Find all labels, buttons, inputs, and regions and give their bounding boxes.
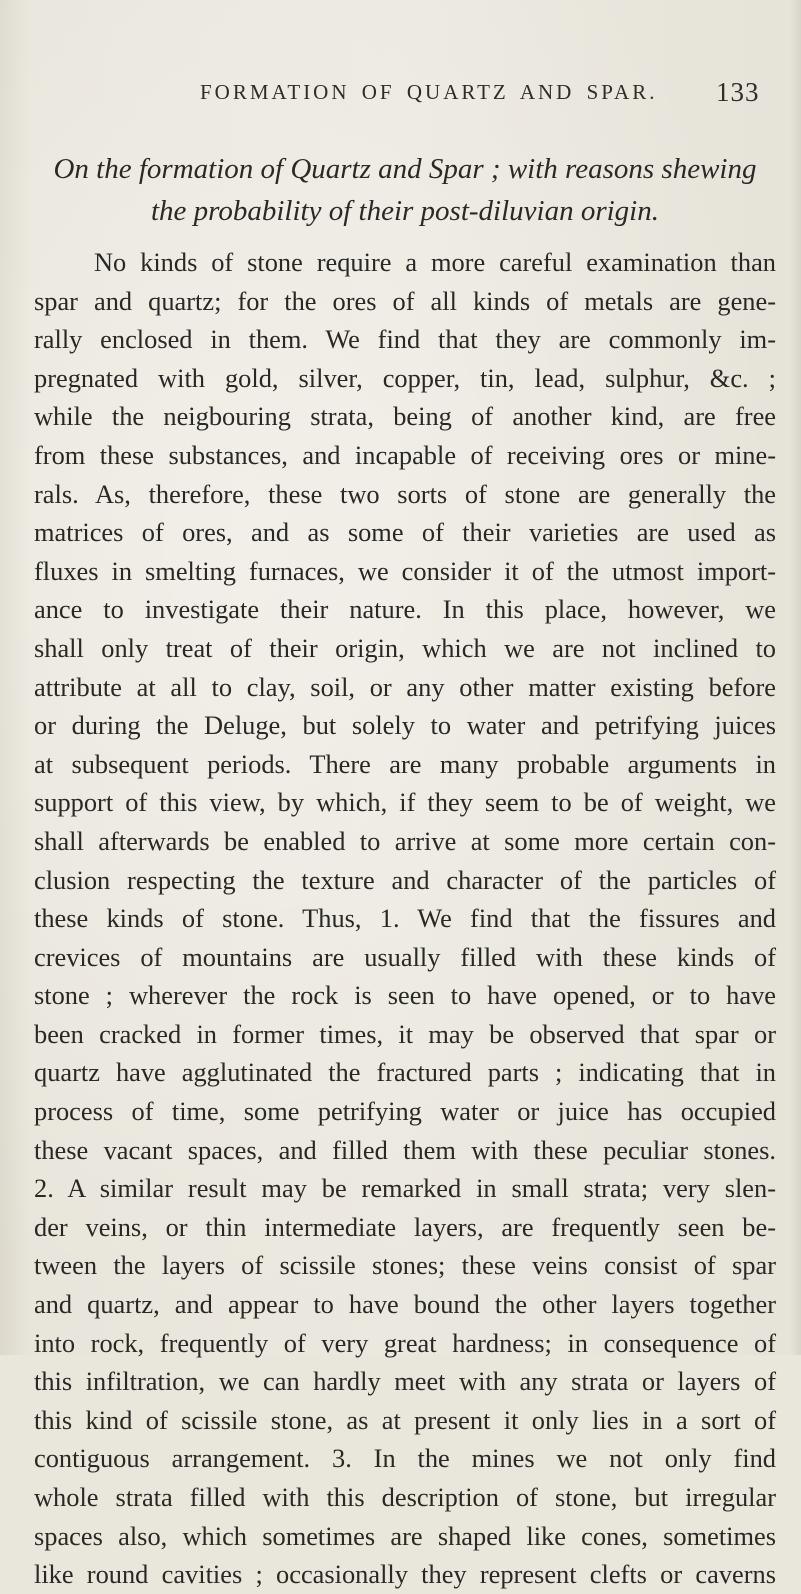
- text-line: contiguous arrangement. 3. In the mines we not only find: [34, 1443, 776, 1474]
- text-line: tween the layers of scissile stones; these veins consist of spar: [34, 1250, 776, 1281]
- page-number: 133: [716, 77, 760, 107]
- text-line: this infiltration, we can hardly meet with any strata or layers of: [34, 1366, 776, 1397]
- text-line: or during the Deluge, but solely to water and petrifying juices: [34, 710, 776, 741]
- body-paragraph: [34, 243, 776, 1594]
- text-line: been cracked in former times, it may be observed that spar or: [34, 1018, 776, 1049]
- section-title-line-2: the probability of their post-diluvian origin.: [150, 195, 659, 227]
- text-line: into rock, frequently of very great hardness; in consequence of: [34, 1327, 776, 1358]
- text-line: quartz have agglutinated the fractured parts ; indicating that in: [34, 1057, 776, 1088]
- text-line: at subsequent periods. There are many probable arguments in: [34, 748, 776, 779]
- text-line: shall afterwards be enabled to arrive at some more certain con-: [34, 825, 776, 856]
- text-line: spar and quartz; for the ores of all kinds of metals are gene-: [34, 285, 776, 316]
- text-line: process of time, some petrifying water or juice has occupied: [34, 1096, 776, 1127]
- text-line: spaces also, which sometimes are shaped like cones, sometimes: [34, 1520, 776, 1551]
- text-line: rals. As, therefore, these two sorts of stone are generally the: [34, 478, 776, 509]
- text-line: 2. A similar result may be remarked in small strata; very slen-: [34, 1173, 776, 1204]
- text-line: attribute at all to clay, soil, or any other matter existing before: [34, 671, 776, 702]
- running-head: FORMATION OF QUARTZ AND SPAR.: [200, 80, 658, 104]
- section-title-line-1: On the formation of Quartz and Spar ; with reasons shewing: [53, 153, 757, 185]
- text-line: this kind of scissile stone, as at present it only lies in a sort of: [34, 1404, 776, 1435]
- text-line: support of this view, by which, if they seem to be of weight, we: [34, 787, 776, 818]
- text-line: whole strata filled with this description of stone, but irregular: [34, 1482, 776, 1512]
- text-line: clusion respecting the texture and character of the particles of: [34, 864, 776, 895]
- text-line: ance to investigate their nature. In this place, however, we: [34, 594, 776, 625]
- text-line: these kinds of stone. Thus, 1. We find that the fissures and: [34, 903, 776, 934]
- text-line: pregnated with gold, silver, copper, tin, lead, sulphur, &c. ;: [34, 362, 776, 393]
- text-line: like round cavities ; occasionally they represent clefts or caverns: [34, 1559, 776, 1590]
- text-line: No kinds of stone require a more careful examination than: [94, 247, 776, 277]
- text-line: shall only treat of their origin, which we are not inclined to: [34, 632, 776, 663]
- text-line: rally enclosed in them. We find that they are commonly im-: [34, 324, 776, 355]
- text-line: der veins, or thin intermediate layers, are frequently seen be-: [34, 1211, 776, 1242]
- text-line: fluxes in smelting furnaces, we consider it of the utmost import-: [34, 555, 776, 586]
- text-line: and quartz, and appear to have bound the other layers together: [34, 1289, 776, 1320]
- text-line: from these substances, and incapable of receiving ores or mine-: [34, 439, 776, 470]
- text-line: while the neigbouring strata, being of another kind, are free: [34, 401, 776, 432]
- text-line: these vacant spaces, and filled them with these peculiar stones.: [34, 1134, 776, 1165]
- text-line: crevices of mountains are usually filled with these kinds of: [34, 941, 776, 972]
- text-line: stone ; wherever the rock is seen to have opened, or to have: [34, 980, 776, 1011]
- section-title: [40, 148, 770, 232]
- text-line: matrices of ores, and as some of their varieties are used as: [34, 517, 776, 548]
